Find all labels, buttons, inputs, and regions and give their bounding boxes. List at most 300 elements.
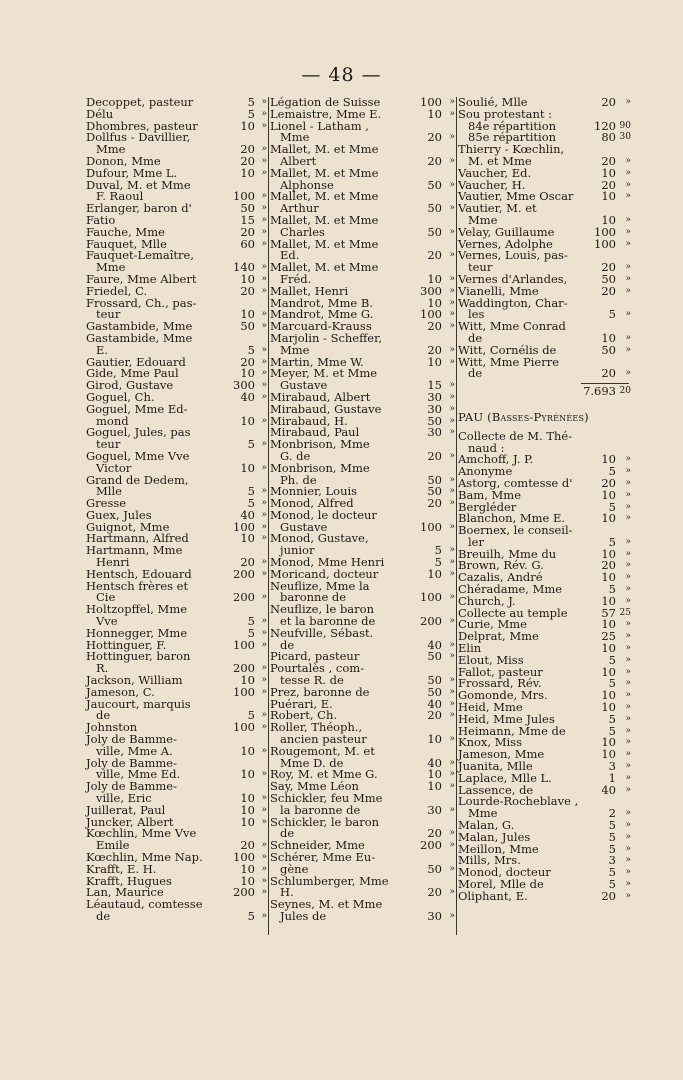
- amount-francs: 10: [601, 452, 616, 467]
- donor-name: Blanchon, Mme E.: [458, 511, 566, 526]
- amount-centimes: »: [625, 155, 631, 166]
- amount-francs: 50: [240, 201, 255, 216]
- donor-name: Witt, Mme Conrad: [458, 319, 566, 334]
- amount-francs: 20: [601, 153, 616, 168]
- donor-name: Jules de: [280, 908, 327, 923]
- donor-name: Mme: [96, 142, 126, 157]
- donor-name: teur: [96, 437, 121, 452]
- amount-francs: 10: [427, 732, 442, 747]
- donor-name: Breuilh, Mme du: [458, 546, 557, 561]
- donor-name: Kœchlin, Mme Nap.: [86, 850, 203, 864]
- donor-name: Collecte de M. Thé-: [458, 428, 573, 443]
- amount-francs: 3: [608, 759, 616, 774]
- donor-name: Brown, Rév. G.: [458, 558, 544, 573]
- amount-centimes: »: [625, 226, 631, 237]
- donor-name: Astorg, comtesse d': [458, 475, 573, 490]
- donor-name: Boernex, le conseil-: [458, 523, 573, 538]
- amount-francs: 5: [608, 841, 616, 856]
- donor-name: Soulié, Mlle: [458, 95, 528, 109]
- amount-francs: 20: [427, 448, 442, 463]
- donor-name: Goguel, Mme Ed-: [86, 401, 188, 416]
- amount-centimes: »: [625, 678, 631, 689]
- donor-name: Curie, Mme: [458, 617, 527, 632]
- amount-francs: 100: [420, 590, 442, 605]
- amount-centimes: »: [625, 584, 631, 595]
- amount-centimes: »: [261, 321, 267, 332]
- donor-name: Malan, G.: [458, 818, 515, 833]
- donor-name: de: [96, 908, 111, 923]
- list-item: [86, 330, 267, 345]
- amount-centimes: »: [449, 686, 455, 697]
- donor-name: Juanita, Mlle: [458, 759, 533, 774]
- amount-francs: 10: [601, 189, 616, 204]
- donor-name: Neuflize, Mme la: [270, 578, 370, 593]
- donor-name: Délu: [86, 106, 114, 121]
- donor-name: Erlanger, baron d': [86, 201, 192, 216]
- list-item: [458, 368, 631, 380]
- donor-name: Monbrison, Mme: [270, 437, 370, 452]
- amount-centimes: »: [449, 203, 455, 214]
- donor-name: Church, J.: [458, 593, 516, 608]
- section-heading: [458, 409, 631, 424]
- amount-francs: 3: [608, 853, 616, 868]
- amount-francs: 30: [427, 802, 442, 817]
- donor-name: Velay, Guillaume: [458, 224, 555, 239]
- donor-name: Monod, Gustave,: [270, 531, 369, 546]
- donor-name: Mirabaud, Albert: [270, 389, 371, 404]
- list-item: [270, 908, 455, 923]
- amount-centimes: »: [449, 698, 455, 709]
- amount-francs: 10: [427, 779, 442, 794]
- amount-francs: 20: [601, 95, 616, 109]
- donor-name: Pourtalès , com-: [270, 661, 365, 676]
- amount-centimes: »: [449, 285, 455, 296]
- list-item: [86, 908, 267, 923]
- amount-francs: 50: [427, 484, 442, 499]
- amount-centimes: »: [625, 501, 631, 512]
- amount-centimes: »: [625, 879, 631, 889]
- amount-centimes: »: [449, 734, 455, 745]
- donor-name: Krafft, E. H.: [86, 861, 157, 876]
- amount-francs: 50: [427, 472, 442, 487]
- amount-francs: 100: [233, 850, 255, 864]
- donor-name: Hartmann, Mme: [86, 543, 183, 558]
- amount-francs: 20: [601, 260, 616, 275]
- amount-centimes: »: [449, 380, 455, 391]
- donor-name: Elout, Miss: [458, 652, 524, 667]
- amount-centimes: »: [625, 560, 631, 571]
- amount-centimes: »: [261, 97, 267, 107]
- list-item: [86, 97, 267, 109]
- amount-centimes: »: [261, 214, 267, 225]
- donor-name: Vve: [96, 614, 118, 629]
- amount-centimes: »: [625, 466, 631, 477]
- amount-centimes: »: [261, 273, 267, 284]
- donor-name: Victor: [96, 460, 132, 475]
- donor-name: Mallet, M. et Mme: [270, 165, 379, 180]
- amount-centimes: »: [449, 498, 455, 509]
- donor-name: Holtzopffel, Mme: [86, 602, 188, 617]
- donor-name: mond: [96, 413, 129, 428]
- donor-name: Hentsch frères et: [86, 578, 189, 593]
- donor-name: Frossard, Ch., pas-: [86, 295, 197, 310]
- donor-name: Gomonde, Mrs.: [458, 688, 548, 703]
- amount-centimes: »: [449, 840, 455, 851]
- amount-francs: 100: [233, 519, 255, 534]
- donor-name: Mallet, M. et Mme: [270, 236, 379, 251]
- amount-centimes: »: [625, 536, 631, 547]
- amount-centimes: »: [261, 120, 267, 131]
- donor-name: Emile: [96, 838, 130, 853]
- amount-francs: 100: [233, 189, 255, 204]
- donor-name: Marjolin - Scheffer,: [270, 330, 382, 345]
- amount-francs: 100: [594, 236, 616, 251]
- donor-name: Mme: [468, 806, 498, 821]
- amount-centimes: »: [449, 757, 455, 768]
- amount-francs: 20: [240, 153, 255, 168]
- amount-francs: 10: [427, 354, 442, 369]
- donor-name: M. et Mme: [468, 153, 532, 168]
- donor-name: Mme: [96, 260, 126, 275]
- amount-francs: 50: [427, 201, 442, 216]
- amount-centimes: »: [449, 356, 455, 367]
- donor-name: Johnston: [86, 720, 138, 735]
- amount-centimes: »: [625, 489, 631, 500]
- amount-francs: 40: [427, 696, 442, 711]
- amount-centimes: »: [449, 910, 455, 921]
- amount-francs: 5: [608, 676, 616, 691]
- donor-name: Schneider, Mme: [270, 838, 365, 853]
- amount-francs: 10: [427, 566, 442, 581]
- donor-name: Léautaud, comtesse: [86, 897, 203, 912]
- donor-name: Mallet, M. et Mme: [270, 189, 379, 204]
- amount-centimes: »: [261, 226, 267, 237]
- amount-francs: 10: [601, 487, 616, 502]
- donor-name: Ph. de: [280, 472, 317, 487]
- amount-centimes: »: [261, 380, 267, 391]
- amount-centimes: »: [625, 167, 631, 178]
- amount-centimes: »: [261, 875, 267, 886]
- donor-name: Dufour, Mme L.: [86, 165, 178, 180]
- donor-name: Mandrot, Mme B.: [270, 295, 374, 310]
- donor-name: Meyer, M. et Mme: [270, 366, 378, 381]
- amount-centimes: »: [261, 533, 267, 544]
- amount-francs: 40: [427, 637, 442, 652]
- amount-centimes: »: [261, 793, 267, 804]
- amount-centimes: »: [449, 592, 455, 603]
- donor-name: Neuflize, le baron: [270, 602, 374, 617]
- amount-centimes: »: [449, 309, 455, 320]
- donor-name: Collecte au temple: [458, 605, 568, 620]
- amount-centimes: »: [261, 627, 267, 638]
- amount-francs: 20: [240, 283, 255, 298]
- donor-name: Roy, M. et Mme G.: [270, 767, 378, 782]
- amount-centimes: »: [261, 769, 267, 780]
- amount-francs: 5: [247, 437, 255, 452]
- amount-centimes: »: [449, 521, 455, 532]
- amount-centimes: »: [261, 521, 267, 532]
- list-item: [86, 696, 267, 711]
- donor-name: Gresse: [86, 496, 127, 511]
- donor-name: Cie: [96, 590, 116, 605]
- donor-name: Robert, Ch.: [270, 708, 338, 723]
- amount-francs: 10: [601, 641, 616, 656]
- donor-name: Vautier, M. et: [458, 201, 537, 216]
- amount-centimes: »: [261, 722, 267, 733]
- amount-centimes: »: [449, 804, 455, 815]
- donor-name: Joly de Bamme-: [86, 732, 177, 747]
- amount-centimes: »: [625, 572, 631, 583]
- donor-name: Bam, Mme: [458, 487, 522, 502]
- amount-centimes: »: [625, 690, 631, 701]
- donor-name: Goguel, Ch.: [86, 389, 155, 404]
- donor-name: Juncker, Albert: [86, 814, 174, 829]
- amount-francs: 200: [233, 566, 255, 581]
- amount-centimes: »: [449, 450, 455, 461]
- amount-francs: 30: [427, 908, 442, 923]
- amount-francs: 10: [427, 271, 442, 286]
- donor-name: Schickler, le baron: [270, 814, 380, 829]
- amount-centimes: »: [449, 403, 455, 414]
- amount-centimes: »: [261, 663, 267, 674]
- donor-name: Lassence, de: [458, 782, 534, 797]
- amount-francs: 30: [427, 389, 442, 404]
- amount-centimes: »: [625, 784, 631, 795]
- donor-name: ville, Mme A.: [96, 743, 173, 758]
- donor-name: Fauquet, Mlle: [86, 236, 167, 251]
- amount-centimes: »: [625, 831, 631, 842]
- donor-name: Bergléder: [458, 499, 517, 514]
- donor-name: Witt, Cornélis de: [458, 342, 557, 357]
- donor-name: Mallet, M. et Mme: [270, 212, 379, 227]
- amount-francs: 50: [240, 319, 255, 334]
- amount-francs: 5: [247, 708, 255, 723]
- donor-name: Chéradame, Mme: [458, 582, 563, 597]
- donor-name: Vaucher, Ed.: [458, 165, 532, 180]
- donor-name: Vernes d'Arlandes,: [458, 271, 568, 286]
- donor-name: de: [280, 637, 295, 652]
- donor-name: Mirabaud, H.: [270, 413, 348, 428]
- donor-name: Frossard, Rév.: [458, 676, 542, 691]
- donor-name: Mills, Mrs.: [458, 853, 521, 868]
- donor-name: Mme: [280, 342, 310, 357]
- amount-francs: 20: [240, 354, 255, 369]
- amount-centimes: »: [625, 713, 631, 724]
- amount-francs: 300: [420, 283, 442, 298]
- amount-francs: 10: [601, 570, 616, 585]
- amount-centimes: »: [449, 97, 455, 107]
- donor-name: Mme: [468, 212, 498, 227]
- amount-francs: 20: [240, 224, 255, 239]
- amount-centimes: 25: [619, 607, 631, 618]
- amount-francs: 5: [247, 625, 255, 640]
- donor-name: teur: [468, 260, 493, 275]
- amount-centimes: »: [261, 568, 267, 579]
- donor-name: Goguel, Jules, pas: [86, 425, 191, 440]
- amount-centimes: »: [261, 840, 267, 851]
- donor-name: Henri: [96, 555, 130, 570]
- donor-name: Neufville, Sébast.: [270, 625, 374, 640]
- amount-centimes: 30: [619, 132, 631, 143]
- donor-name: Mirabaud, Paul: [270, 425, 360, 440]
- donor-name: baronne de: [280, 590, 347, 605]
- donor-name: Malan, Jules: [458, 829, 531, 844]
- donor-name: Mme D. de: [280, 755, 344, 770]
- amount-centimes: »: [449, 486, 455, 497]
- amount-centimes: »: [625, 179, 631, 190]
- amount-centimes: »: [261, 557, 267, 568]
- amount-centimes: »: [625, 595, 631, 606]
- amount-francs: 20: [601, 283, 616, 298]
- donor-name: Anonyme: [458, 464, 513, 479]
- amount-francs: 20: [601, 366, 616, 381]
- donor-name: Decoppet, pasteur: [86, 95, 194, 109]
- amount-francs: 20: [240, 838, 255, 853]
- amount-francs: 5: [608, 582, 616, 597]
- donor-name: Vernes, Adolphe: [458, 236, 553, 251]
- amount-francs: 5: [608, 652, 616, 667]
- donor-name: Vautier, Mme Oscar: [458, 189, 574, 204]
- amount-centimes: »: [261, 155, 267, 166]
- donor-name: Fauquet-Lemaître,: [86, 248, 195, 263]
- donor-name: Cazalis, André: [458, 570, 543, 585]
- donor-name: Mallet, Henri: [270, 283, 349, 298]
- amount-centimes: »: [625, 309, 631, 320]
- donor-name: Picard, pasteur: [270, 649, 360, 664]
- donor-name: F. Raoul: [96, 189, 144, 204]
- amount-francs: 300: [233, 378, 255, 393]
- amount-centimes: »: [261, 509, 267, 520]
- amount-francs: 5: [247, 908, 255, 923]
- amount-centimes: »: [449, 415, 455, 426]
- amount-centimes: »: [625, 761, 631, 772]
- amount-centimes: »: [625, 666, 631, 677]
- amount-francs: 80: [601, 130, 616, 145]
- amount-centimes: »: [449, 321, 455, 332]
- donor-name: Morel, Mlle de: [458, 877, 544, 891]
- amount-centimes: »: [449, 273, 455, 284]
- donor-name: Guignot, Mme: [86, 519, 170, 534]
- amount-centimes: »: [625, 619, 631, 630]
- donor-name: Charles: [280, 224, 325, 239]
- amount-francs: 10: [240, 873, 255, 888]
- amount-francs: 10: [240, 531, 255, 546]
- donor-name: Ed.: [280, 248, 300, 263]
- donor-name: teur: [96, 307, 121, 322]
- amount-francs: 40: [240, 507, 255, 522]
- amount-centimes: 90: [619, 120, 631, 131]
- donor-name: tesse R. de: [280, 673, 344, 688]
- amount-francs: 50: [601, 271, 616, 286]
- donor-name: Schérer, Mme Eu-: [270, 850, 376, 864]
- amount-centimes: »: [261, 262, 267, 273]
- amount-francs: 10: [240, 366, 255, 381]
- amount-francs: 20: [601, 475, 616, 490]
- amount-centimes: »: [261, 616, 267, 627]
- amount-centimes: »: [625, 725, 631, 736]
- donor-name: Guex, Jules: [86, 507, 152, 522]
- amount-francs: 7.693: [583, 384, 616, 399]
- amount-francs: 10: [240, 767, 255, 782]
- donor-name: Monod, Mme Henri: [270, 555, 385, 570]
- donor-name: Fallot, pasteur: [458, 664, 543, 679]
- donor-name: Faure, Mme Albert: [86, 271, 197, 286]
- amount-francs: 50: [427, 861, 442, 876]
- amount-francs: 10: [601, 735, 616, 750]
- amount-centimes: »: [625, 702, 631, 713]
- donor-name: Roller, Théoph.,: [270, 720, 363, 735]
- amount-centimes: »: [625, 214, 631, 225]
- donor-name: Gide, Mme Paul: [86, 366, 179, 381]
- page-number: — 48 —: [301, 64, 382, 86]
- donor-name: Elin: [458, 641, 482, 656]
- donor-name: 85e répartition: [468, 130, 557, 145]
- donor-name: Dollfus - Davillier,: [86, 130, 191, 145]
- donor-name: Prez, baronne de: [270, 684, 370, 699]
- donor-name: H.: [280, 885, 294, 900]
- amount-centimes: »: [625, 262, 631, 273]
- amount-francs: 20: [427, 885, 442, 900]
- amount-francs: 10: [427, 106, 442, 121]
- amount-centimes: »: [625, 454, 631, 465]
- amount-centimes: »: [449, 545, 455, 556]
- amount-francs: 60: [240, 236, 255, 251]
- donor-name: Sou protestant :: [458, 106, 553, 121]
- donor-name: ville, Mme Ed.: [96, 767, 181, 782]
- amount-francs: 5: [608, 307, 616, 322]
- amount-francs: 100: [420, 519, 442, 534]
- amount-francs: 1: [608, 770, 616, 785]
- donor-name: gène: [280, 861, 309, 876]
- donor-name: Duval, M. et Mme: [86, 177, 191, 192]
- amount-francs: 10: [601, 212, 616, 227]
- amount-francs: 20: [427, 319, 442, 334]
- amount-francs: 5: [608, 464, 616, 479]
- amount-francs: 40: [601, 782, 616, 797]
- donor-name: Légation de Suisse: [270, 95, 381, 109]
- donor-name: Mallet, M. et Mme: [270, 260, 379, 275]
- amount-francs: 20: [427, 153, 442, 168]
- donor-name: Rougemont, M. et: [270, 743, 375, 758]
- amount-centimes: »: [261, 144, 267, 155]
- donor-name: de: [468, 330, 483, 345]
- donor-name: les: [468, 307, 485, 322]
- donor-name: Mallet, M. et Mme: [270, 142, 379, 157]
- amount-centimes: »: [625, 191, 631, 202]
- amount-francs: 10: [601, 688, 616, 703]
- amount-francs: 25: [601, 629, 616, 644]
- donor-name: Mlle: [96, 484, 122, 499]
- amount-centimes: »: [261, 804, 267, 815]
- amount-francs: 10: [240, 413, 255, 428]
- donor-name: Fatio: [86, 212, 116, 227]
- donor-name: Mandrot, Mme G.: [270, 307, 374, 322]
- donor-name: Kœchlin, Mme Vve: [86, 826, 197, 841]
- donor-name: la baronne de: [280, 802, 361, 817]
- amount-centimes: »: [449, 132, 455, 143]
- donor-name: Say, Mme Léon: [270, 779, 359, 794]
- amount-centimes: »: [449, 297, 455, 308]
- amount-centimes: »: [261, 710, 267, 721]
- amount-centimes: »: [261, 368, 267, 379]
- amount-centimes: »: [449, 179, 455, 190]
- amount-centimes: »: [625, 808, 631, 819]
- amount-centimes: 20: [619, 386, 631, 397]
- donor-name: ler: [468, 534, 484, 549]
- amount-centimes: »: [449, 226, 455, 237]
- amount-francs: 5: [247, 342, 255, 357]
- donor-name: Martin, Mme W.: [270, 354, 364, 369]
